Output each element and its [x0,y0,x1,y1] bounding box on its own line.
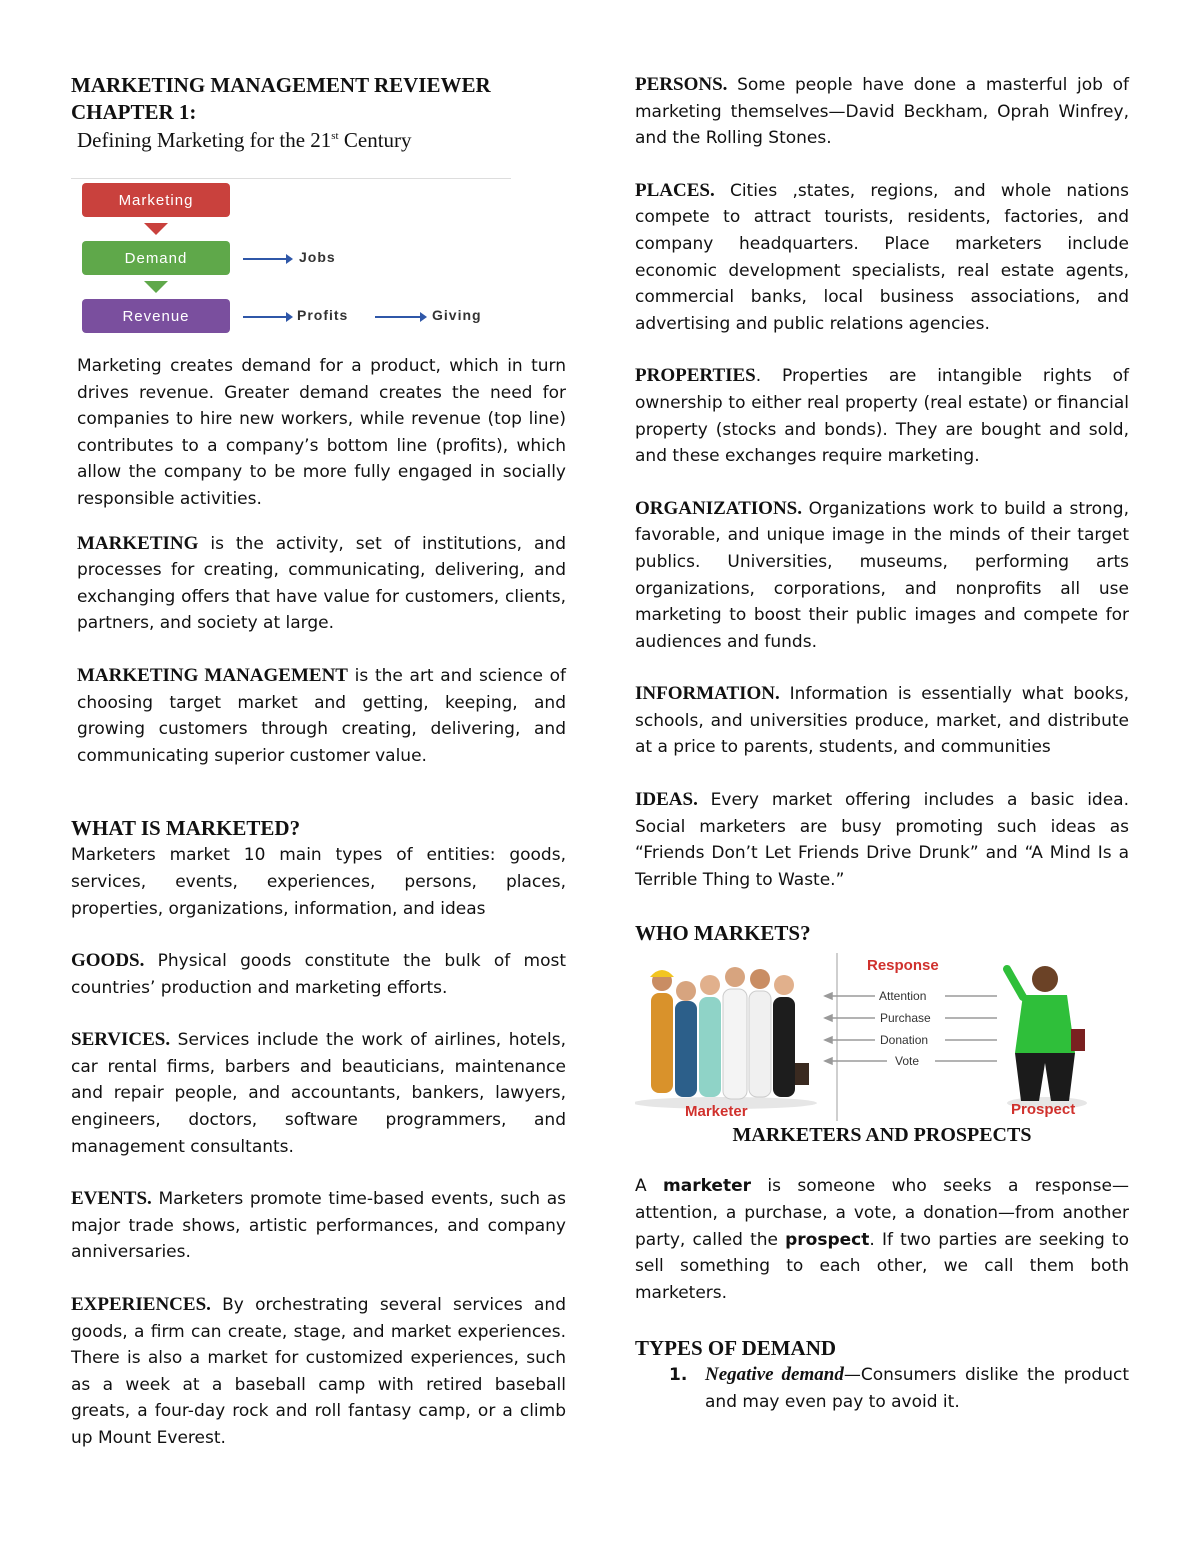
response-label: Response [867,957,939,975]
entity-goods: GOODS. Physical goods constitute the bulk of most countries’ production and marketing efforts. [71,950,566,998]
entity-organizations: ORGANIZATIONS. Organizations work to build a strong, favorable, and unique image in the minds of their target publics. Universities, museums, performing arts organizations, corporations, and nonprofits all use marketing to boost their public images and compete for audiences and funds. [635,497,1129,652]
marketing-definition: MARKETING is the activity, set of institutions, and processes for creating, communicating, delivering, and exchanging offers that have value for customers, clients, partners, and society at large. [77,532,566,634]
who-markets-heading: WHO MARKETS? [635,921,811,946]
marketer-label: Marketer [685,1103,748,1121]
entity-experiences: EXPERIENCES. By orchestrating several services and goods, a firm can create, stage, and market experiences. There is also a market for customized experiences, such as a week at a baseball camp with retired baseball greats, a four-day rock and roll fantasy camp, or a climb up Mount Everest. [71,1294,566,1448]
prospect-label: Prospect [1011,1101,1076,1119]
entity-ideas: IDEAS. Every market offering includes a basic idea. Social marketers are busy promoting such ideas as “Friends Don’t Let Friends Drive Drunk” and “A Mind Is a Terrible Thing to Waste.” [635,789,1129,890]
prospect-person-icon [1007,966,1087,1109]
marketing-flow-diagram [71,178,511,349]
down-arrow-icon [144,223,168,235]
right-arrow-icon [243,316,287,318]
marketer-definition: A marketer is someone who seeks a response—attention, a purchase, a vote, a donation—from another party, called the prospect. If two parties are seeking to sell something to each other, we call them both marketers. [635,1176,1129,1303]
demand-types-list [635,1362,1129,1415]
marketing-management-definition: MARKETING MANAGEMENT is the art and science of choosing target market and getting, keeping, and growing customers through creating, delivering, and communicating superior customer value. [77,664,566,766]
right-arrow-icon [375,316,421,318]
profits-label: Profits [297,307,349,323]
what-is-marketed-intro: Marketers market 10 main types of entities: goods, services, events, experiences, persons, places, properties, organizations, information, and ideas [71,845,566,919]
marketer-prospect-figure [635,953,1129,1121]
jobs-label: Jobs [299,249,336,265]
document-title: MARKETING MANAGEMENT REVIEWER [71,73,491,97]
response-attention: Attention [879,989,927,1004]
down-arrow-icon [144,281,168,293]
entity-persons: PERSONS. Some people have done a masterful job of marketing themselves—David Beckham, Oprah Winfrey, and the Rolling Stones. [635,74,1129,149]
intro-paragraph: Marketing creates demand for a product, which in turn drives revenue. Greater demand creates the need for companies to hire new workers, while revenue (top line) contributes to a company’s bottom line (profits), which allow the company to be more fully engaged in socially responsible activities. [77,356,566,509]
entity-places: PLACES. Cities ,states, regions, and whole nations compete to attract tourists, residents, factories, and company headquarters. Place marketers include economic development specialists, real estate agents, commercial banks, local business associations, and advertising and public relations agencies. [635,179,1129,334]
entity-events: EVENTS. Marketers promote time-based events, such as major trade shows, artistic performances, and company anniversaries. [71,1188,566,1263]
left-column [71,72,566,1452]
right-arrow-icon [243,258,287,260]
revenue-box: Revenue [82,299,230,333]
entity-information: INFORMATION. Information is essentially what books, schools, and universities produce, market, and distribute at a price to parents, students, and communities [635,683,1129,758]
figure-caption: MARKETERS AND PROSPECTS [732,1124,1032,1147]
response-purchase: Purchase [880,1011,931,1026]
response-vote: Vote [895,1054,920,1069]
types-of-demand-heading: TYPES OF DEMAND [635,1336,837,1361]
demand-box: Demand [82,241,230,275]
right-column [635,72,1129,1416]
entity-properties: PROPERTIES. Properties are intangible rights of ownership to either real property (real estate) or financial property (stocks and bonds). They are bought and sold, and these exchanges require marketing. [635,365,1129,467]
marketers-group-icon [635,967,817,1109]
marketing-box: Marketing [82,183,230,217]
list-item: 1. Negative demand—Consumers dislike the product and may even pay to avoid it. [669,1364,1130,1412]
giving-label: Giving [432,307,482,323]
chapter-label: CHAPTER 1: [71,100,197,124]
response-donation: Donation [880,1033,929,1048]
entity-services: SERVICES. Services include the work of airlines, hotels, car rental firms, barbers and beauticians, maintenance and repair people, and accountants, bankers, lawyers, engineers, doctors, software programmers, and management consultants. [71,1029,566,1157]
chapter-subtitle: Defining Marketing for the 21st Century [77,128,412,152]
definitions-block [71,353,566,769]
what-is-marketed-heading: WHAT IS MARKETED? [71,816,301,841]
